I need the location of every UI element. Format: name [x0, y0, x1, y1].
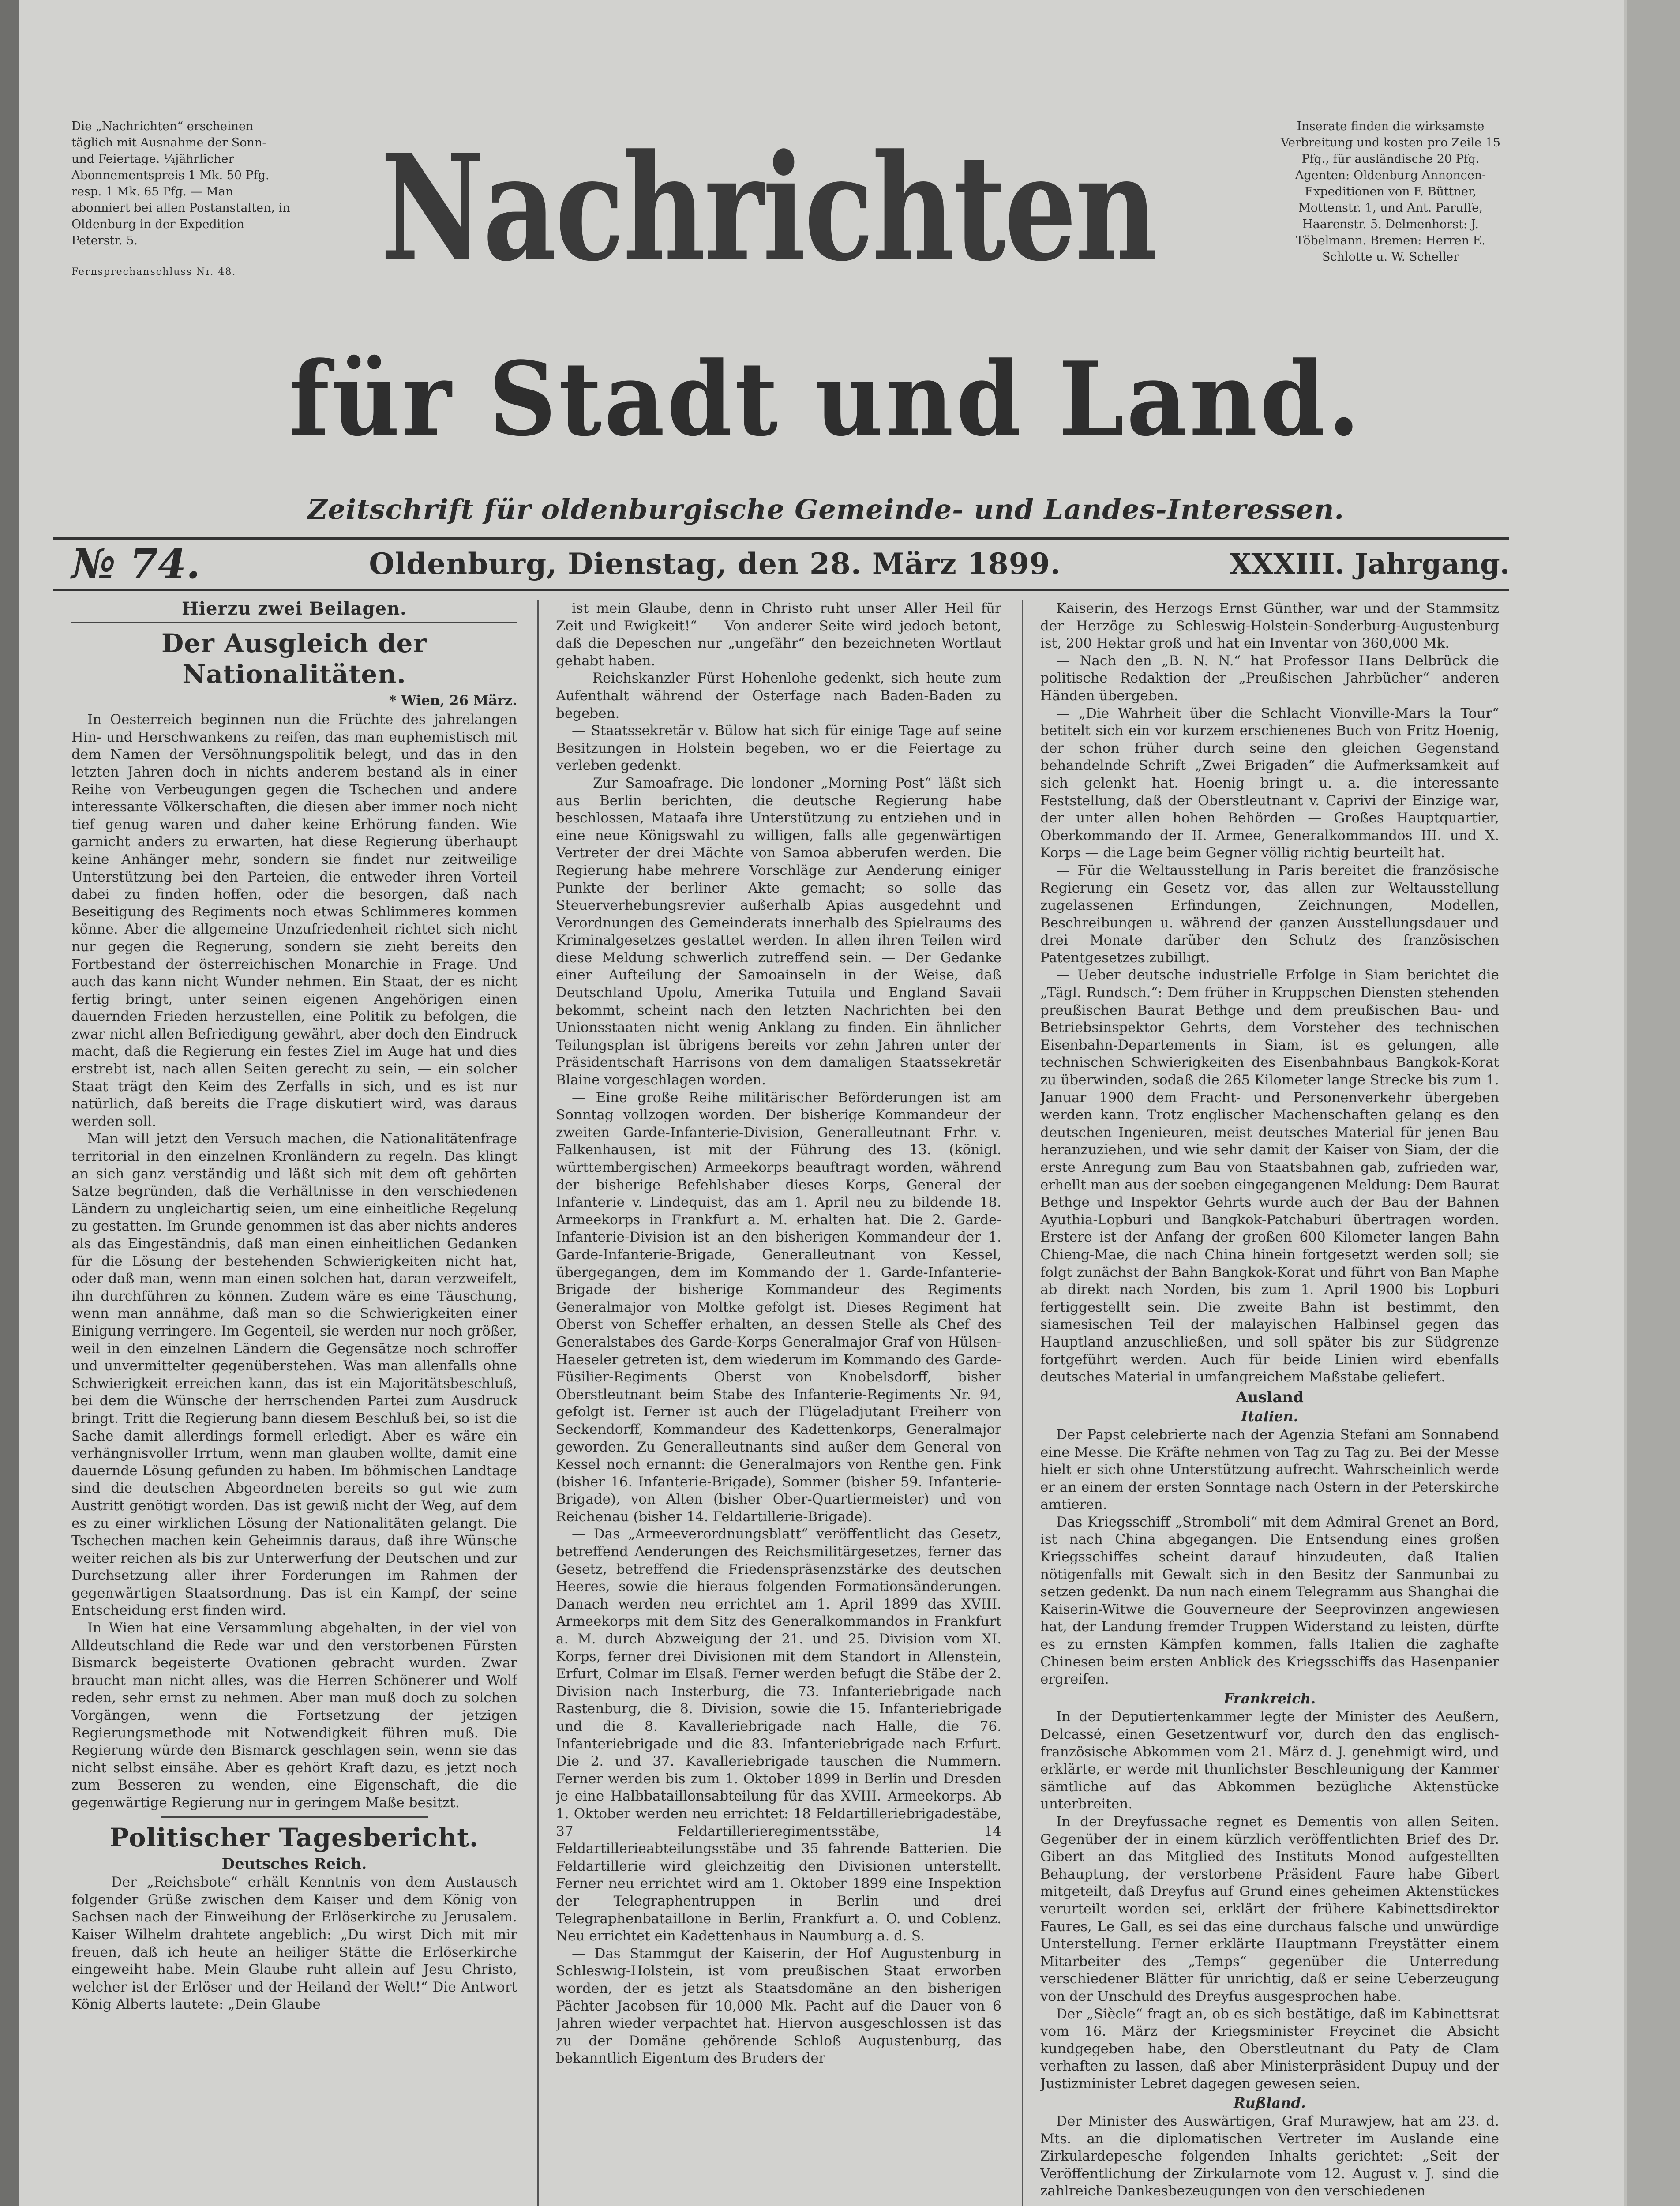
article-paragraph: — Nach den „B. N. N.“ hat Professor Hans Delbrück die politische Redaktion der „Preußischen Jahrbücher“ anderen Händen übergeben. — [1040, 653, 1499, 704]
article-paragraph: — Das Stammgut der Kaiserin, der Hof Augustenburg in Schleswig-Holstein, ist vom preußischen Staat erworben worden, der es jetzt als Staatsdomäne an den bisherigen Pächter Jacobsen für 10,000 Mk. Pacht auf die Dauer von 6 Jahren wieder verpachtet hat. Hiervon ausgeschlossen ist das zu der Domäne gehörende Schloß Augustenburg, das bekanntlich Eigentum des Bruders der — [556, 1945, 1001, 2067]
column-3 — [1040, 600, 1499, 2206]
issue-dateline — [71, 542, 1510, 586]
divider — [161, 1816, 428, 1818]
masthead-rule-bottom — [53, 589, 1509, 591]
subsection-heading-germany: Deutsches Reich. — [221, 1855, 367, 1873]
subsection-heading-france: Frankreich. — [1223, 1690, 1316, 1707]
issue-date: Oldenburg, Dienstag, den 28. März 1899. — [369, 547, 1061, 581]
issue-number: № 74. — [71, 540, 201, 588]
masthead-subtitle: Zeitschrift für oldenburgische Gemeinde- und Landes-Interessen. — [307, 493, 1345, 525]
article-paragraph: ist mein Glaube, denn in Christo ruht unser Aller Heil für Zeit und Ewigkeit!“ — Von anderer Seite wird jedoch betont, daß die Depeschen nur „ungefähr“ den bezeichneten Wortlaut gehabt haben. — [556, 600, 1001, 669]
scan-edge-right — [1624, 0, 1680, 2206]
column-1 — [71, 600, 517, 2206]
column-rule-2 — [1022, 600, 1023, 2206]
article-dateline: * Wien, 26 März. — [389, 692, 517, 709]
article-paragraph: Der Minister des Auswärtigen, Graf Murawjew, hat am 23. d. Mts. an die diplomatischen Vertreter im Auslande eine Zirkulardepesche folgenden Inhalts gerichtet: „Seit der Veröffentlichung der Zirkularnote vom 12. August v. J. sind die zahlreiche Dankesbezeugungen von den verschiedenen — [1040, 2113, 1499, 2199]
scan-edge-left — [0, 0, 19, 2206]
article-paragraph: Der „Siècle“ fragt an, ob es sich bestätige, daß im Kabinettsrat vom 16. März der Kriegsminister Freycinet die Absicht kundgegeben habe, den Oberstleutnant du Paty de Clam verhaften zu lassen, daß aber Ministerpräsident Dupuy und der Justizminister Lebret dagegen gewesen seien. — [1040, 2006, 1499, 2092]
column-rule-1 — [537, 600, 539, 2206]
subscription-info — [71, 118, 292, 280]
subscription-text: Die „Nachrichten“ erscheinen täglich mit Ausnahme der Sonn- und Feiertage. ¼jährlicher Abonnementspreis 1 Mk. 50 Pfg. resp. 1 Mk. 65 Pfg. — Man abonniert bei allen Postanstalten, in Oldenburg in der Expedition Peterstr. 5. — [71, 120, 290, 248]
supplements-notice: Hierzu zwei Beilagen. — [182, 600, 407, 619]
article-paragraph: — Reichskanzler Fürst Hohenlohe gedenkt, sich heute zum Aufenthalt während der Osterfage nach Baden-Baden zu begeben. — [556, 670, 1001, 721]
article-paragraph: In Wien hat eine Versammlung abgehalten, in der viel von Alldeutschland die Rede war und den verstorbenen Fürsten Bismarck begeisterte Ovationen gebracht wurden. Zwar braucht man nicht alles, was die Herren Schönerer und Wolf reden, sehr ernst zu nehmen. Aber man muß doch zu solchen Vorgängen, wenn die Fortsetzung der jetzigen Regierungsmethode mit Notwendigkeit führen muß. Die Regierung würde den Bismarck geschlagen sein, wenn sie das nicht selbst einsähe. Aber es gehört Kraft dazu, es jetzt noch zum Besseren zu wenden, eine Eigenschaft, die die gegenwärtige Regierung nur in geringem Maße besitzt. — [71, 1620, 517, 1811]
article-paragraph: — Ueber deutsche industrielle Erfolge in Siam berichtet die „Tägl. Rundsch.“: Dem früher in Kruppschen Diensten stehenden preußischen Baurat Bethge und dem preußischen Bau- und Betriebsinspektor Gehrts, dem Vorsteher des technischen Eisenbahn-Departements in Siam, ist es gelungen, alle technischen Schwierigkeiten des Eisenbahnbaus Bangkok-Korat zu überwinden, sodaß die 265 Kilometer lange Strecke bis zum 1. Januar 1900 dem Fracht- und Personenverkehr übergeben werden kann. Trotz englischer Machenschaften gelang es den deutschen Ingenieuren, meist deutsches Material für jenen Bau heranzuziehen, und wie sehr damit der Kaiser von Siam, der die erste Anregung zum Bau von Staatsbahnen gab, zufrieden war, erhellt man aus der soeben eingegangenen Meldung: Dem Baurat Bethge und Inspektor Gehrts wurde auch der Bau der Bahnen Ayuthia-Lopburi und Bangkok-Patchaburi übertragen worden. Erstere ist der Anfang der großen 600 Kilometer langen Bahn Chieng-Mae, die nach China hinein fortgesetzt werden soll; sie folgt zunächst der Bahn Bangkok-Korat und führt von Ban Maphe ab direkt nach Norden, bis zum 1. April 1900 bis Lopburi fertiggestellt sein. Die zweite Bahn ist bestimmt, den siamesischen Teil der malayischen Halbinsel gegen das Hauptland anzuschließen, und soll später bis zur Südgrenze fortgeführt werden. Auch für beide Linien wird ebenfalls deutsches Material in umfangreichem Maßstabe geliefert. — [1040, 967, 1499, 1385]
article-paragraph: In der Deputiertenkammer legte der Minister des Aeußern, Delcassé, einen Gesetzentwurf vor, durch den das englisch-französische Abkommen vom 21. März d. J. genehmigt wird, und erklärte, er werde mit thunlichster Beschleunigung der Kammer sämtliche auf das Abkommen bezügliche Aktenstücke unterbreiten. — [1040, 1709, 1499, 1812]
article-paragraph: — Eine große Reihe militärischer Beförderungen ist am Sonntag vollzogen worden. Der bisherige Kommandeur der zweiten Garde-Infanterie-Division, Generalleutnant Frhr. v. Falkenhausen, ist mit der Führung des 13. (königl. württembergischen) Armeekorps beauftragt worden, während der bisherige Befehlshaber dieses Korps, General der Infanterie v. Lindequist, das am 1. April neu zu bildende 18. Armeekorps in Frankfurt a. M. erhalten hat. Die 2. Garde-Infanterie-Division ist an den bisherigen Kommandeur der 1. Garde-Infanterie-Brigade, Generalleutnant von Kessel, übergegangen, dem im Kommando der 1. Garde-Infanterie-Brigade der bisherige Kommandeur des Regiments Generalmajor von Moltke gefolgt ist. Dieses Regiment hat Oberst von Scheffer erhalten, an dessen Stelle als Chef des Generalstabes des Garde-Korps Generalmajor Graf von Hülsen-Haeseler getreten ist, dem wiederum im Kommando des Garde-Füsilier-Regiments Oberst von Knobelsdorff, bisher Oberstleutnant beim Stabe des Infanterie-Regiments Nr. 94, gefolgt ist. Ferner ist auch der Flügeladjutant Freiherr von Seckendorff, Kommandeur des Kadettenkorps, Generalmajor geworden. Zu Generalleutnants sind außer dem General von Kessel noch ernannt: die Generalmajors von Renthe gen. Fink (bisher 16. Infanterie-Brigade), Sommer (bisher 59. Infanterie-Brigade), von Alten (bisher Ober-Quartiermeister) und von Reichenau (bisher 14. Feldartillerie-Brigade). — [556, 1089, 1001, 1525]
section-heading-politics: Politischer Tagesbericht. — [109, 1822, 479, 1853]
article-paragraph: — Staatssekretär v. Bülow hat sich für einige Tage auf seine Besitzungen in Holstein begeben, wo er die Feiertage zu verleben gedenkt. — [556, 723, 1001, 774]
article-paragraph: Der Papst celebrierte nach der Agenzia Stefani am Sonnabend eine Messe. Die Kräfte nehmen von Tag zu Tag zu. Bei der Messe hielt er sich ohne Unterstützung aufrecht. Wahrscheinlich werde er an einem der ersten Sonntage nach Ostern in der Peterskirche amtieren. — [1040, 1426, 1499, 1513]
article-paragraph: Das Kriegsschiff „Stromboli“ mit dem Admiral Grenet an Bord, ist nach China abgegangen. Die Entsendung eines großen Kriegsschiffes scheint darauf hinzudeuten, daß Italien nötigenfalls mit Gewalt sich in den Besitz der Sanmunbai zu setzen gedenkt. Da nun nach einem Telegramm aus Shanghai die Kaiserin-Witwe die Gouverneure der Seeprovinzen angewiesen hat, der Landung fremder Truppen Widerstand zu leisten, dürfte es zu ernsten Kämpfen kommen, falls Italien die zaghafte Chinesen beim ersten Anblick des Kriegsschiffs das Hasenpanier ergreifen. — [1040, 1514, 1499, 1688]
article-paragraph: — „Die Wahrheit über die Schlacht Vionville-Mars la Tour“ betitelt sich ein vor kurzem erschienenes Buch von Fritz Hoenig, der schon früher durch seine den gleichen Gegenstand behandelnde Schrift „Zwei Brigaden“ die Aufmerksamkeit auf sich gelenkt hat. Hoenig bringt u. a. die interessante Feststellung, daß der Oberstleutnant v. Caprivi der Einzige war, der unter allen hohen Behörden — Großes Hauptquartier, Oberkommando der II. Armee, Generalkommandos III. und X. Korps — die Lage beim Gegner völlig richtig beurteilt hat. — [1040, 705, 1499, 861]
article-paragraph: — Zur Samoafrage. Die londoner „Morning Post“ läßt sich aus Berlin berichten, die deutsche Regierung habe beschlossen, Mataafa ihre Unterstützung zu entziehen und in eine neue Königswahl zu willigen, falls alle gegenwärtigen Vertreter der drei Mächte von Samoa abberufen werden. Die Regierung habe mehrere Vorschläge zur Aenderung einiger Punkte der berliner Akte gemacht; so solle das Steuerverhebungsrevier außerhalb Apias ausgedehnt und Verordnungen des Gemeinderats innerhalb des Spielraums des Kriminalgesetzes gestattet werden. In allen ihren Teilen wird diese Meldung schwerlich zutreffend sein. — Der Gedanke einer Aufteilung der Samoainseln in der Weise, daß Deutschland Upolu, Amerika Tutuila und England Savaii bekommt, scheint nach den letzten Nachrichten bei den Unionsstaaten nicht wenig Anklang zu finden. Ein ähnlicher Teilungsplan ist übrigens bereits vor zehn Jahren unter der Präsidentschaft Harrisons von dem damaligen Staatssekretär Blaine vorgeschlagen worden. — [556, 775, 1001, 1088]
newspaper-page — [19, 0, 1624, 2206]
article-paragraph: In Oesterreich beginnen nun die Früchte des jahrelangen Hin- und Herschwankens zu reifen, das man euphemistisch mit dem Namen der Versöhnungspolitik belegt, und das in den letzten Jahren doch in nichts anderem bestand als in einer Reihe von Verbeugungen gegen die Tschechen und andere interessante Völkerschaften, die diesen aber immer noch nicht tief genug waren und daher keine Erhörung fanden. Wie garnicht anders zu erwarten, hat diese Regierung überhaupt keine Anhänger mehr, sondern sie findet nur zeitweilige Unterstützung bei den Parteien, die entweder ihren Vorteil dabei zu finden hoffen, oder die besorgen, daß nach Beseitigung des Regiments noch etwas Schlimmeres kommen könne. Aber die allgemeine Unzufriedenheit richtet sich nicht nur gegen die Regierung, sondern sie zieht bereits den Fortbestand der österreichischen Monarchie in Frage. Und auch das kann nicht Wunder nehmen. Ein Staat, der es nicht fertig bringt, unter seinen eigenen Angehörigen einen dauernden Frieden herzustellen, eine Politik zu befolgen, die zwar nicht allen Befriedigung gewährt, aber doch den Eindruck macht, daß die Regierung ein festes Ziel im Auge hat und dies erstrebt ist, nach allen Seiten gerecht zu sein, — ein solcher Staat trägt den Keim des Zerfalls in sich, und es ist nur natürlich, daß bereits die Frage diskutiert wird, was daraus werden soll. — [71, 712, 517, 1129]
masthead-title: Nachrichten — [380, 122, 1157, 293]
article-paragraph: Man will jetzt den Versuch machen, die Nationalitätenfrage territorial in den einzelnen Kronländern zu regeln. Das klingt an sich ganz verständig und läßt sich mit dem oft gehörten Satze begründen, daß die Verhältnisse in den verschiedenen Ländern zu ungleichartig seien, um eine einheitliche Regelung zu gestatten. Im Grunde genommen ist das aber nichts anderes als das Eingeständnis, daß man einen einheitlichen Gedanken für die Lösung der bestehenden Schwierigkeiten nicht hat, oder daß man, wenn man einen solchen hat, daran verzweifelt, ihn durchführen zu können. Zudem wäre es eine Täuschung, wenn man annähme, daß man so die Schwierigkeiten einer Einigung verringere. Im Gegenteil, sie werden nur noch größer, weil in den einzelnen Ländern die Gegensätze noch schroffer und unvermittelter gegenüberstehen. Was man allenfalls ohne Schwierigkeit erreichen kann, das ist ein Majoritätsbeschluß, bei dem die Wünsche der herrschenden Partei zum Ausdruck bringt. Tritt die Regierung bann diesem Beschluß bei, so ist die Sache damit allerdings formell erledigt. Aber es wäre ein verhängnisvoller Irrtum, wenn man glauben wollte, damit eine dauernde Lösung gefunden zu haben. Im böhmischen Landtage sind die deutschen Abgeordneten bereits so gut wie zum Austritt genötigt worden. Das ist gewiß nicht der Weg, auf dem es zu einer wirklichen Lösung der Nationalitäten gelangt. Die Tschechen machen kein Geheimnis daraus, daß ihre Wünsche weiter reichen als bis zur Unterwerfung der Deutschen und zur Durchsetzung aller ihrer Forderungen im Rahmen der gegenwärtigen Staatsordnung. Das ist ein Kampf, der seine Entscheidung erst finden wird. — [71, 1131, 517, 1619]
divider — [71, 622, 517, 623]
phone-number: Fernsprechanschluss Nr. 48. — [71, 266, 236, 278]
section-heading-abroad: Ausland — [1236, 1388, 1304, 1406]
subsection-heading-italy: Italien. — [1241, 1408, 1298, 1425]
article-paragraph: — Das „Armeeverordnungsblatt“ veröffentlicht das Gesetz, betreffend Aenderungen des Reichsmilitärgesetzes, ferner das Gesetz, betreffend die Friedenspräsenzstärke des deutschen Heeres, sowie die hieraus folgenden Formationsänderungen. Danach werden neu errichtet am 1. April 1899 das XVIII. Armeekorps mit dem Sitz des Generalkommandos in Frankfurt a. M. durch Abzweigung der 21. und 25. Division vom XI. Korps, ferner drei Divisionen mit dem Standort in Allenstein, Erfurt, Colmar im Elsaß. Ferner werden befugt die Stäbe der 2. Division nach Insterburg, die 73. Infanteriebrigade nach Rastenburg, die 8. Division, sowie die 15. Infanteriebrigade und die 8. Kavalleriebrigade nach Halle, die 76. Infanteriebrigade und die 83. Infanteriebrigade nach Erfurt. Die 2. und 37. Kavalleriebrigade tauschen die Nummern. Ferner werden bis zum 1. Oktober 1899 in Berlin und Dresden je eine Halbbataillonsabteilung für das XVIII. Armeekorps. Ab 1. Oktober werden neu errichtet: 18 Feldartilleriebrigadestäbe, 37 Feldartillerieregimentsstäbe, 14 Feldartillerieabteilungsstäbe und 35 fahrende Batterien. Die Feldartillerie wird gleichzeitig den Divisionen unterstellt. Ferner neu errichtet wird am 1. Oktober 1899 eine Inspektion der Telegraphentruppen in Berlin und drei Telegraphenbataillone in Berlin, Frankfurt a. O. und Coblenz. Neu errichtet ein Kadettenhaus in Naumburg a. d. S. — [556, 1526, 1001, 1944]
article-paragraph: — Für die Weltausstellung in Paris bereitet die französische Regierung ein Gesetz vor, das allen zur Weltausstellung zugelassenen Erfindungen, Zeichnungen, Modellen, Beschreibungen u. während der ganzen Ausstellungsdauer und drei Monate darüber den Schutz des französischen Patentgesetzes zubilligt. — [1040, 862, 1499, 966]
masthead-rule-top — [53, 537, 1509, 540]
volume-year: XXXIII. Jahrgang. — [1229, 547, 1510, 581]
subsection-heading-russia: Rußland. — [1234, 2094, 1306, 2112]
advertising-info: Inserate finden die wirksamste Verbreitung und kosten pro Zeile 15 Pfg., für ausländische 20 Pfg. Agenten: Oldenburg Annoncen-Expeditionen von F. Büttner, Mottenstr. 1, und Ant. Paruffe, Haarenstr. 5. Delmenhorst: J. Töbelmann. Bremen: Herren E. Schlotte u. W. Scheller — [1280, 120, 1501, 264]
article-heading-nationalities: Der Ausgleich der Nationalitäten. — [161, 628, 427, 689]
masthead-title-line2: für Stadt und Land. — [289, 340, 1363, 459]
article-paragraph: In der Dreyfussache regnet es Dementis von allen Seiten. Gegenüber der in einem kürzlich veröffentlichten Brief des Dr. Gibert an das Mitglied des Instituts Monod aufgestellten Behauptung, der verstorbene Präsident Faure habe Gibert mitgeteilt, daß Dreyfus auf Grund eines geheimen Aktenstückes verurteilt worden sei, erklärt der frühere Kabinettsdirektor Faures, Le Gall, es sei das eine durchaus falsche und unwürdige Unterstellung. Ferner erklärte Hauptmann Freystätter einem Mitarbeiter des „Temps“ gegenüber die Unterredung verschiedener Blätter für unrichtig, daß er seine Ueberzeugung von der Unschuld des Dreyfus ausgesprochen habe. — [1040, 1813, 1499, 2004]
article-paragraph: Kaiserin, des Herzogs Ernst Günther, war und der Stammsitz der Herzöge zu Schleswig-Holstein-Sonderburg-Augustenburg ist, 200 Hektar groß und hat ein Inventar von 360,000 Mk. — [1040, 600, 1499, 652]
column-2 — [556, 600, 1001, 2206]
article-paragraph: — Der „Reichsbote“ erhält Kenntnis von dem Austausch folgender Grüße zwischen dem Kaiser und dem König von Sachsen nach der Einweihung der Erlöserkirche zu Jerusalem. Kaiser Wilhelm drahtete angeblich: „Du wirst Dich mit mir freuen, daß ich heute an heiliger Stätte die Erlöserkirche eingeweiht habe. Mein Glaube ruht allein auf Jesu Christo, welcher ist der Erlöser und der Heiland der Welt!“ Die Antwort König Alberts lautete: „Dein Glaube — [71, 1874, 517, 2013]
